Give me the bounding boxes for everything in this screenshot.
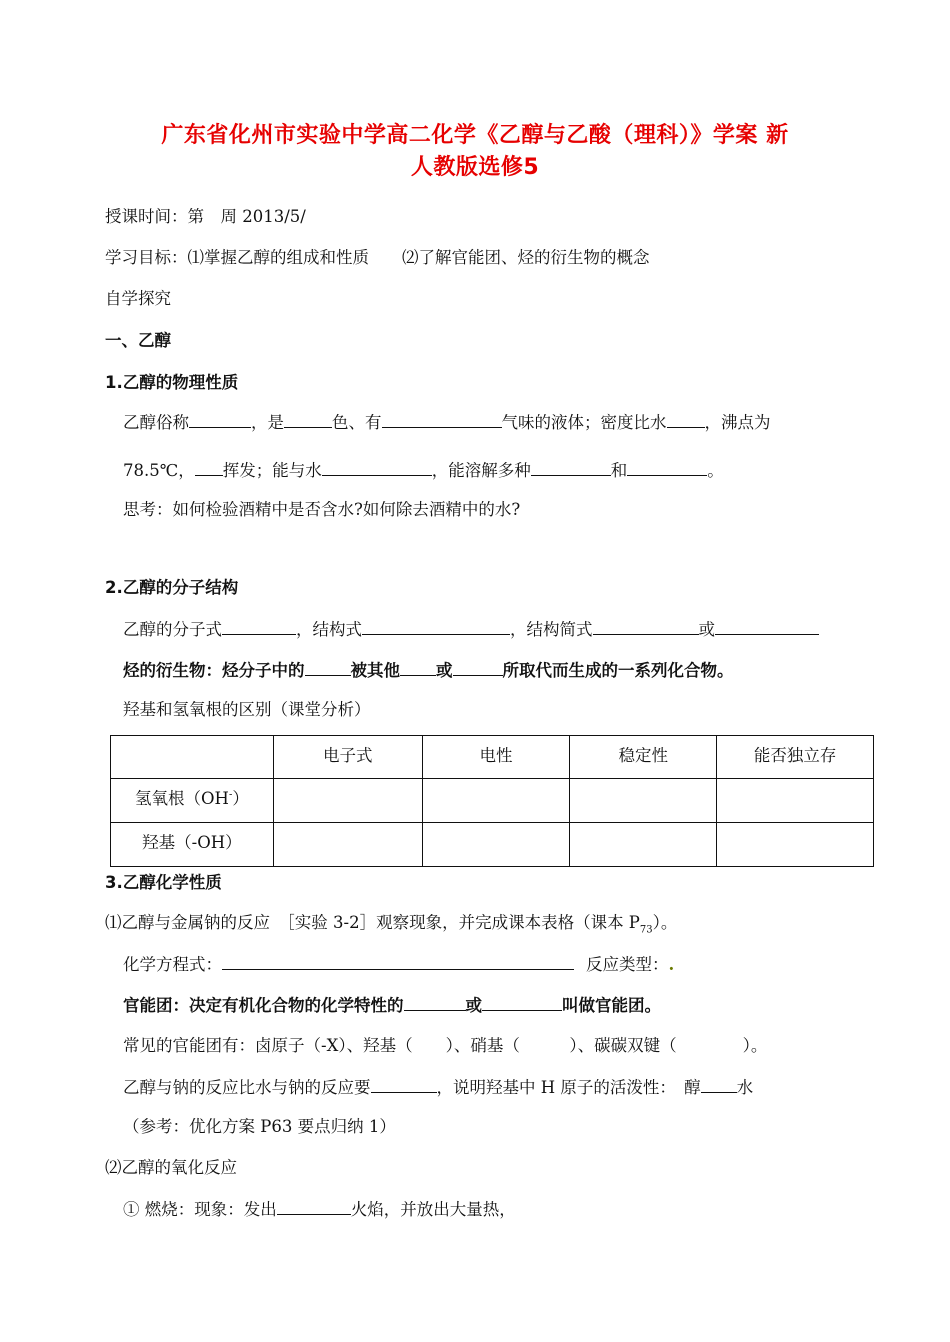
table-header-cell: 稳定性	[570, 736, 717, 779]
table-row	[111, 779, 874, 823]
comparison-table	[110, 735, 874, 867]
table-row	[111, 823, 874, 867]
blank[interactable]	[222, 618, 296, 635]
blank[interactable]	[322, 459, 432, 476]
blank[interactable]	[362, 618, 510, 635]
blank[interactable]	[404, 994, 466, 1011]
reference-note: （参考：优化方案 P63 要点归纳 1）	[123, 1117, 396, 1136]
blank[interactable]	[627, 459, 707, 476]
blank[interactable]	[371, 1076, 437, 1093]
functional-group-definition: 官能团：决定有机化合物的化学特性的 或 叫做官能团。	[123, 996, 661, 1015]
blank[interactable]	[482, 994, 562, 1011]
blank[interactable]	[189, 411, 251, 428]
table-header-cell: 电性	[422, 736, 570, 779]
think-question: 思考：如何检验酒精中是否含水?如何除去酒精中的水?	[123, 500, 521, 519]
combustion-line: ① 燃烧：现象：发出 火焰，并放出大量热，	[123, 1200, 516, 1219]
table-row-label: 氢氧根（OH-）	[111, 779, 274, 823]
blank[interactable]	[284, 411, 332, 428]
blank[interactable]	[531, 459, 611, 476]
learning-goals: 学习目标：⑴掌握乙醇的组成和性质 ⑵了解官能团、烃的衍生物的概念	[105, 248, 650, 267]
document-title-line-2: 人教版选修5	[410, 155, 540, 180]
table-cell[interactable]	[717, 823, 874, 867]
sodium-comparison: 乙醇与钠的反应比水与钠的反应要 ，说明羟基中 H 原子的活泼性： 醇 水	[123, 1078, 754, 1097]
table-cell[interactable]	[273, 823, 422, 867]
blank[interactable]	[701, 1076, 737, 1093]
table-cell[interactable]	[570, 779, 717, 823]
table-cell[interactable]	[273, 779, 422, 823]
equation-blank[interactable]	[222, 953, 574, 970]
blank[interactable]	[667, 411, 705, 428]
physical-properties-heading: 1.乙醇的物理性质	[105, 373, 239, 392]
document-title-line-1: 广东省化州市实验中学高二化学《乙醇与乙酸（理科）》学案 新	[161, 123, 789, 148]
blank[interactable]	[305, 659, 351, 676]
table-cell[interactable]	[422, 823, 570, 867]
physical-properties-paragraph-1: 乙醇俗称 ，是 色、有 气味的液体；密度比水 ，沸点为	[123, 413, 771, 432]
sodium-reaction-intro: ⑴乙醇与金属钠的反应 ［实验 3-2］观察现象，并完成课本表格（课本 $P_{73}$）。	[105, 913, 678, 936]
table-header-cell	[111, 736, 274, 779]
blank[interactable]	[382, 411, 502, 428]
common-functional-groups: 常见的官能团有：卤原子（-X）、羟基（ ）、硝基（ ）、碳碳双键（ ）。	[123, 1036, 768, 1055]
self-study-heading: 自学探究	[105, 289, 171, 308]
table-cell[interactable]	[570, 823, 717, 867]
oxidation-heading: ⑵乙醇的氧化反应	[105, 1158, 237, 1177]
table-cell[interactable]	[422, 779, 570, 823]
blank[interactable]	[400, 659, 436, 676]
physical-properties-paragraph-2: 78.5℃， 挥发；能与水 ，能溶解多种 和 。	[123, 461, 724, 480]
section-ethanol-heading: 一、乙醇	[105, 331, 171, 350]
molecular-structure-heading: 2.乙醇的分子结构	[105, 578, 239, 597]
blank[interactable]	[593, 618, 699, 635]
table-header-cell: 能否独立存	[717, 736, 874, 779]
chemical-equation-line: 化学方程式： 反应类型：.	[123, 955, 675, 974]
blank[interactable]	[453, 659, 503, 676]
molecular-structure-paragraph: 乙醇的分子式 ，结构式 ，结构简式 或	[123, 618, 819, 641]
blank[interactable]	[277, 1198, 351, 1215]
blank[interactable]	[715, 618, 819, 635]
table-row-label: 羟基（-OH）	[111, 823, 274, 867]
blank[interactable]	[195, 459, 223, 476]
table-caption: 羟基和氢氧根的区别（课堂分析）	[123, 700, 371, 719]
table-header-cell: 电子式	[273, 736, 422, 779]
chemical-properties-heading: 3.乙醇化学性质	[105, 873, 222, 892]
table-cell[interactable]	[717, 779, 874, 823]
lesson-time: 授课时间：第 周 2013/5/	[105, 207, 306, 226]
table-header-row	[111, 736, 874, 779]
hydrocarbon-derivative-definition: 烃的衍生物：烃分子中的 被其他 或 所取代而生成的一系列化合物。	[123, 661, 734, 680]
